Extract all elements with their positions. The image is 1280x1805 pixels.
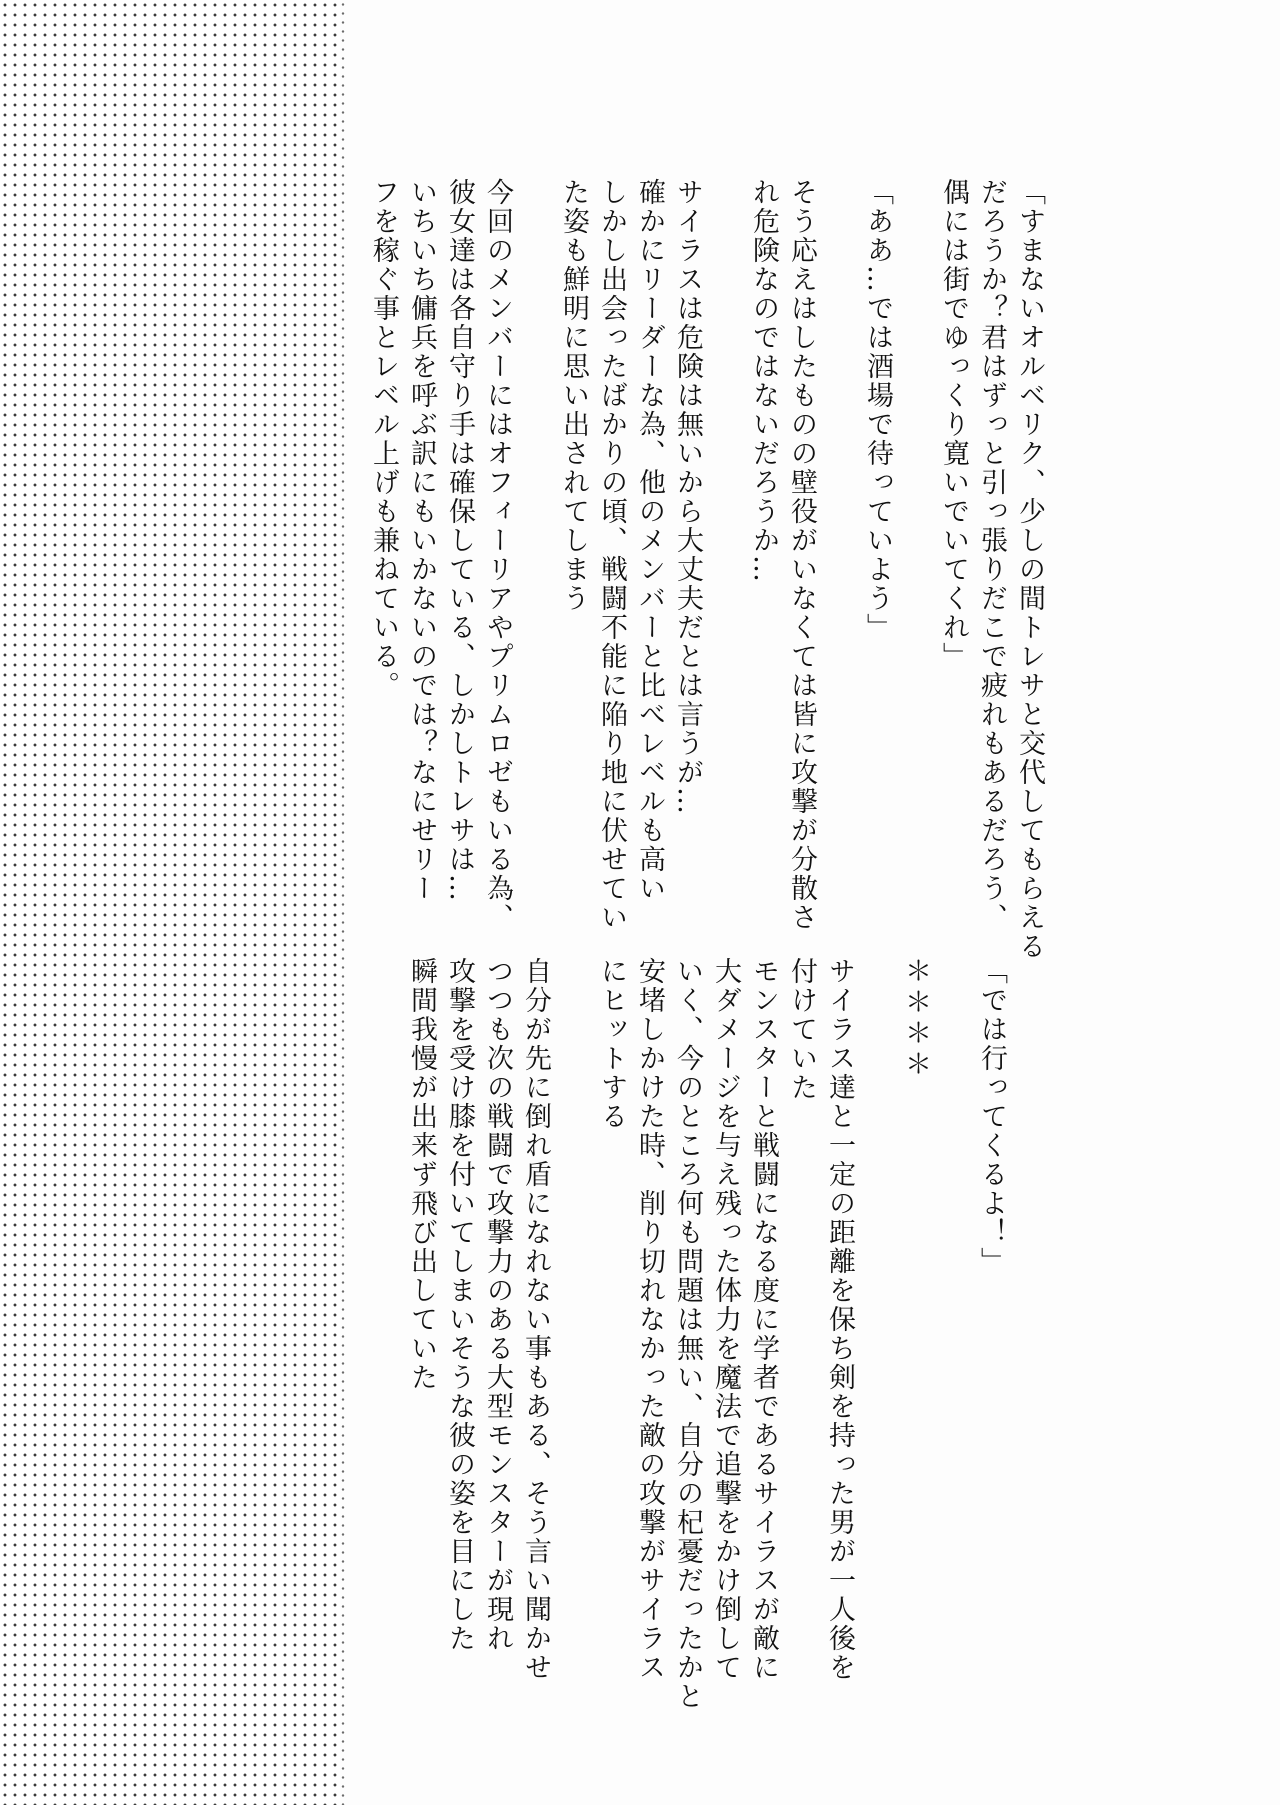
text-line: 攻撃を受け膝を付いてしまいそうな彼の姿を目にした: [444, 957, 475, 1653]
text-line: 付けていた: [786, 957, 817, 1102]
text-line: 偶には街でゆっくり寛いでいてくれ」: [938, 178, 969, 671]
text-line: そう応えはしたものの壁役がいなくては皆に攻撃が分散さ: [786, 178, 817, 932]
text-line: つつも次の戦闘で攻撃力のある大型モンスターが現れ: [482, 957, 513, 1653]
text-line: しかし出会ったばかりの頃、戦闘不能に陥り地に伏せてい: [596, 178, 627, 932]
margin-edge: [340, 0, 346, 1805]
text-line: [820, 178, 858, 898]
text-line: [896, 178, 934, 898]
text-line: いく、今のところ何も問題は無い、自分の杞憂だったかと: [672, 957, 703, 1711]
text-line: モンスターと戦闘になる度に学者であるサイラスが敵に: [748, 957, 779, 1682]
text-line: 今回のメンバーにはオフィーリアやプリムロゼもいる為、: [482, 178, 513, 932]
text-line: [934, 957, 972, 1757]
text-line: にヒットする: [596, 957, 627, 1131]
text-line: 安堵しかけた時、削り切れなかった敵の攻撃がサイラス: [634, 957, 665, 1682]
text-line: 「すまないオルベリク、少しの間トレサと交代してもらえる: [1014, 178, 1045, 961]
text-line: [706, 178, 744, 898]
text-line: 確かにリーダーな為、他のメンバーと比べレベルも高い: [634, 178, 665, 903]
text-line: 瞬間我慢が出来ず飛び出していた: [406, 957, 437, 1392]
scene-break: ＊＊＊＊: [900, 957, 931, 1081]
text-line: いちいち傭兵を呼ぶ訳にもいかないのでは？なにせリー: [406, 178, 437, 903]
text-line: サイラスは危険は無いから大丈夫だとは言うが…: [672, 178, 703, 816]
text-line: サイラス達と一定の距離を保ち剣を持った男が一人後を: [824, 957, 855, 1682]
text-line: た姿も鮮明に思い出されてしまう: [558, 178, 589, 613]
text-line: 彼女達は各自守り手は確保している、しかしトレサは…: [444, 178, 475, 903]
text-line: 「ああ…では酒場で待っていよう」: [862, 178, 893, 642]
text-line: れ危険なのではないだろうか…: [748, 178, 779, 584]
dot-pattern-margin: [0, 0, 340, 1805]
lower-text-section: [402, 957, 1010, 1757]
text-line: 自分が先に倒れ盾になれない事もある、そう言い聞かせ: [520, 957, 551, 1682]
text-line: [516, 178, 554, 898]
text-line: 大ダメージを与え残った体力を魔法で追撃をかけ倒して: [710, 957, 741, 1682]
upper-text-section: [364, 178, 1048, 961]
text-line: [554, 957, 592, 1757]
text-line: [858, 957, 896, 1757]
text-line: 「では行ってくるよ！」: [976, 957, 1007, 1276]
text-line: フを稼ぐ事とレベル上げも兼ねている。: [368, 178, 399, 700]
text-line: だろうか？君はずっと引っ張りだこで疲れもあるだろう、: [976, 178, 1007, 932]
